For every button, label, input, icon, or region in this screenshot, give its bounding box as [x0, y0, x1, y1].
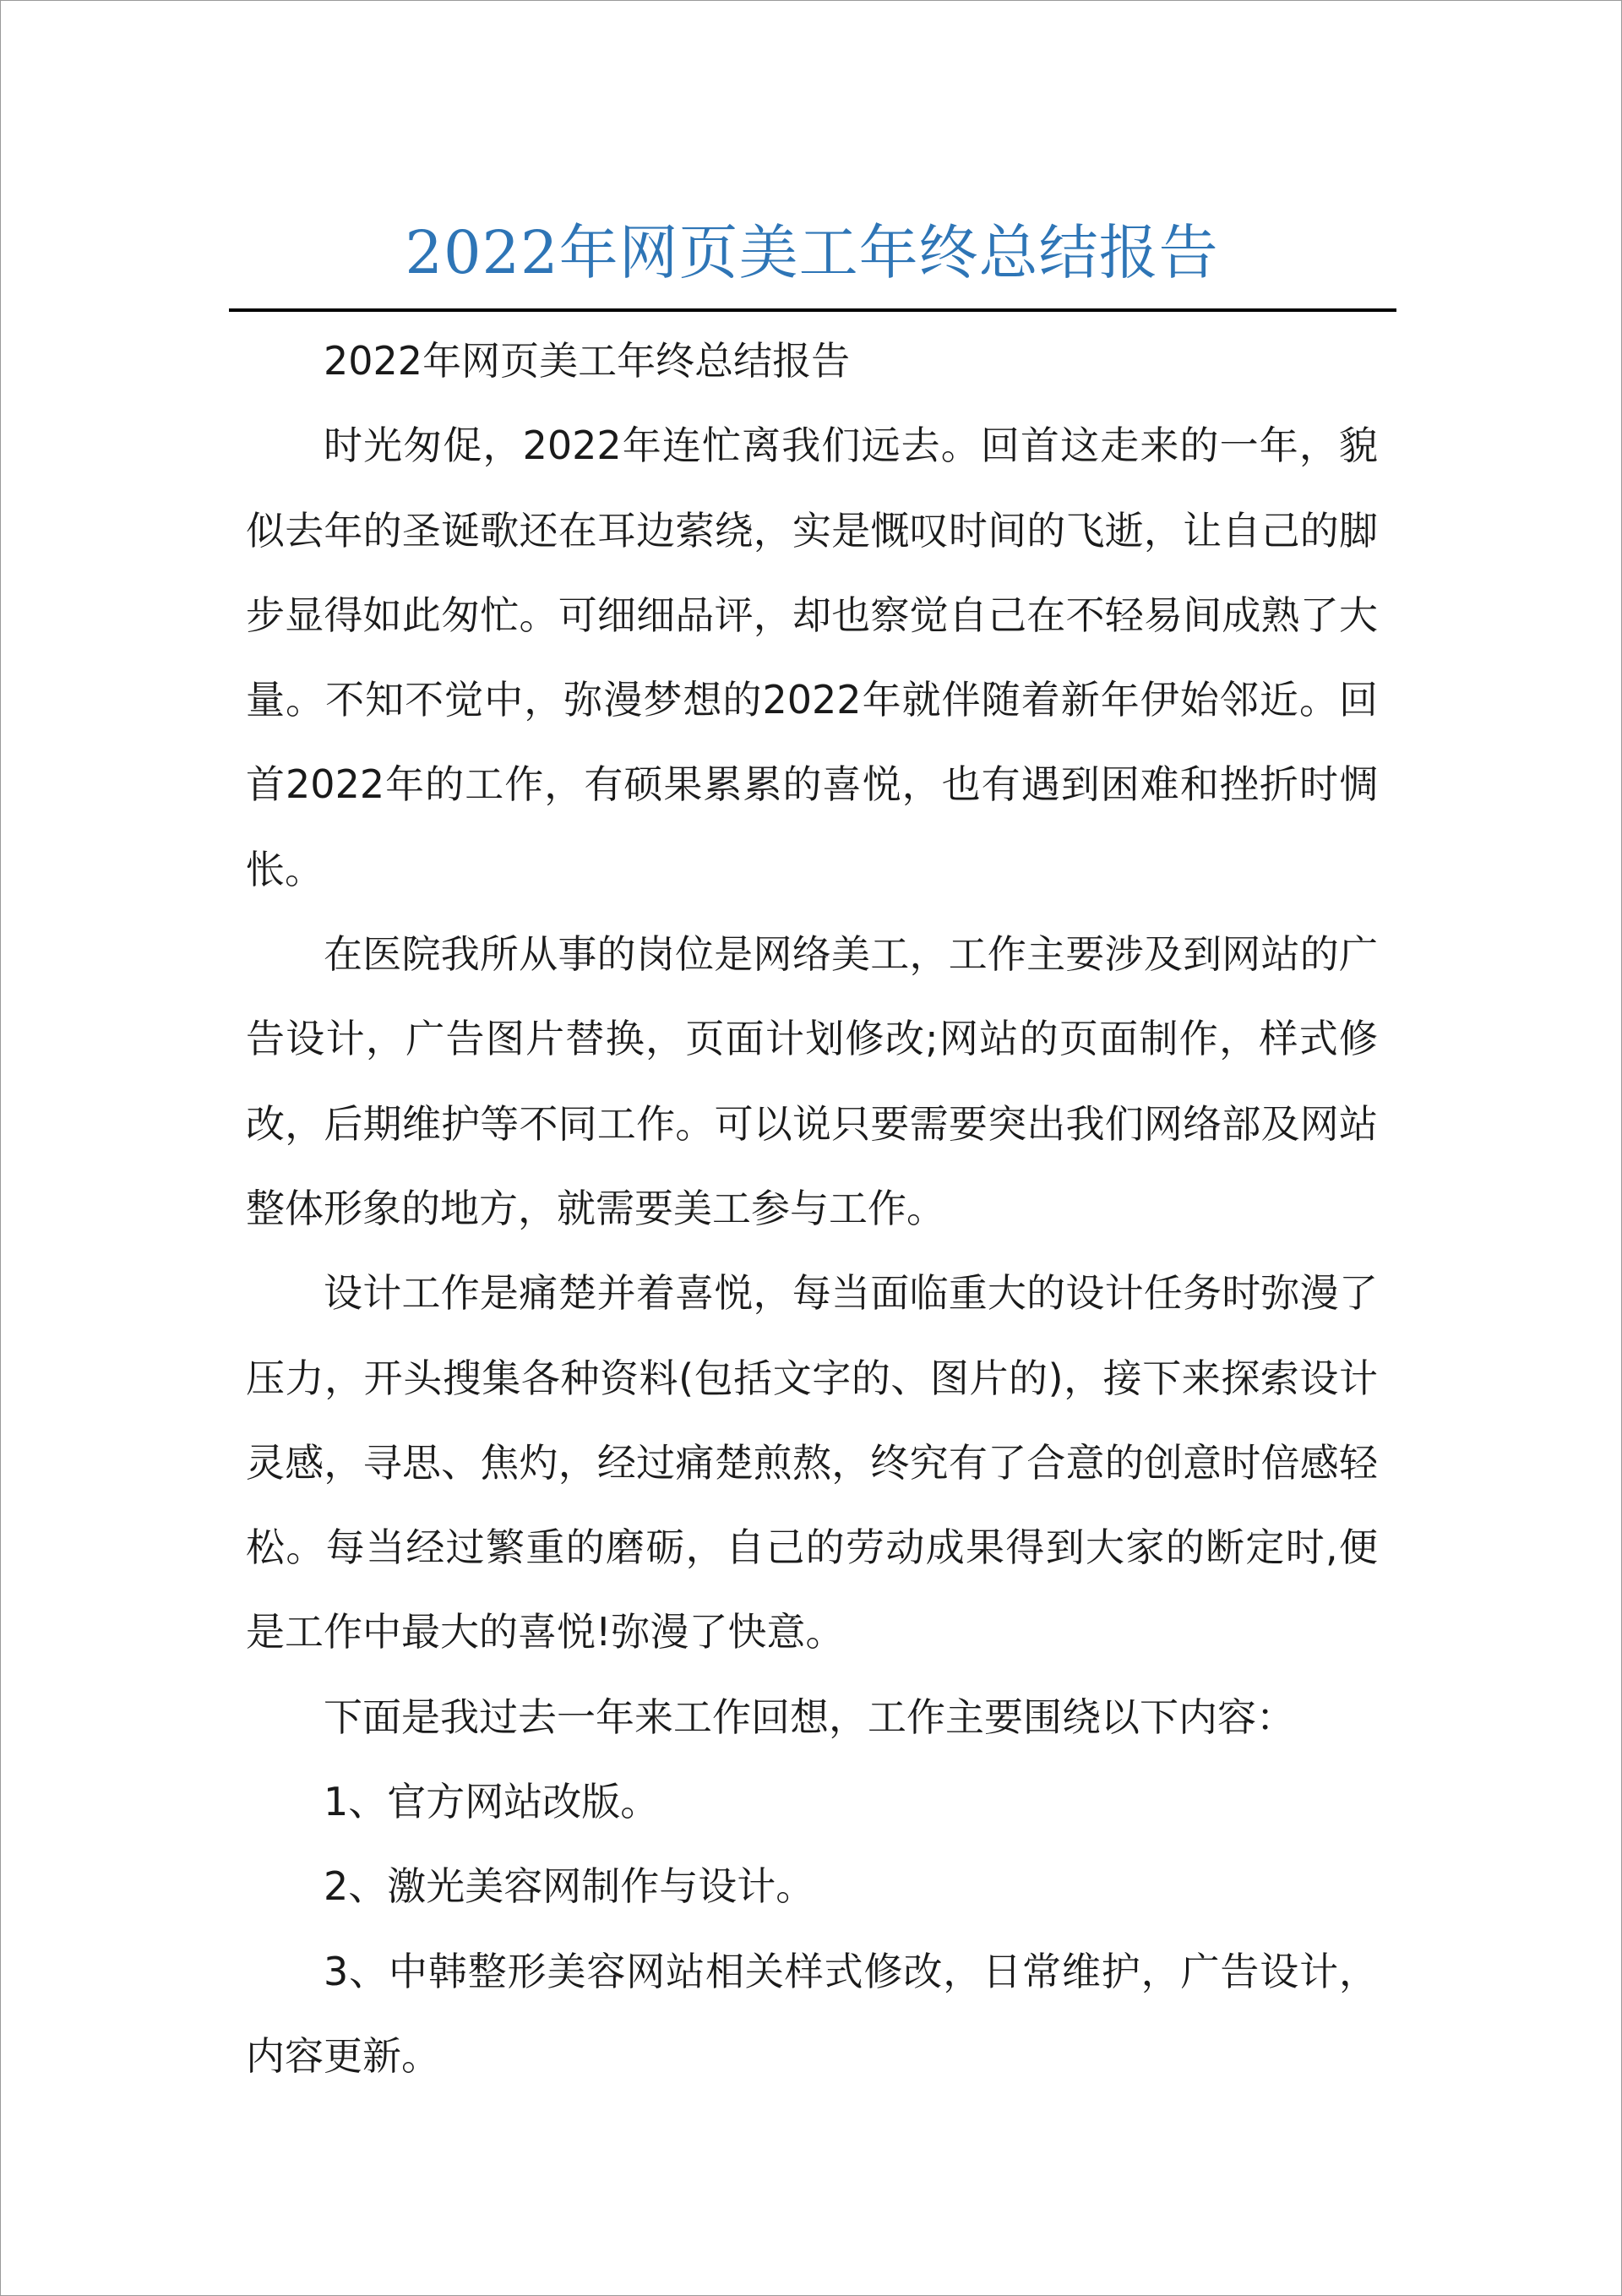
- body-paragraph-position: 在医院我所从事的岗位是网络美工，工作主要涉及到网站的广告设计，广告图片替换，页面计划修改;网站的页面制作，样式修改，后期维护等不同工作。可以说只要需要突出我们网络部及网站整体形象的地方，就需要美工参与工作。: [246, 931, 1378, 1231]
- document-body: [246, 319, 1378, 2098]
- subtitle-paragraph: 2022年网页美工年终总结报告: [324, 338, 851, 384]
- list-item-1: 1、官方网站改版。: [324, 1779, 660, 1825]
- body-paragraph-intro: 时光匆促，2022年连忙离我们远去。回首这走来的一年，貌似去年的圣诞歌还在耳边萦绕，实是慨叹时间的飞逝，让自己的脚步显得如此匆忙。可细细品评，却也察觉自己在不轻易间成熟了大量。不知不觉中，弥漫梦想的2022年就伴随着新年伊始邻近。回首2022年的工作，有硕果累累的喜悦，也有遇到困难和挫折时惆怅。: [246, 423, 1378, 892]
- list-item-2: 2、激光美容网制作与设计。: [324, 1863, 815, 1910]
- body-paragraph-design-work: 设计工作是痛楚并着喜悦，每当面临重大的设计任务时弥漫了压力，开头搜集各种资料(包括文字的、图片的)，接下来探索设计灵感，寻思、焦灼，经过痛楚煎熬，终究有了合意的创意时倍感轻松。每当经过繁重的磨砺，自己的劳动成果得到大家的断定时,便是工作中最大的喜悦!弥漫了快意。: [246, 1270, 1378, 1655]
- title-underline: [229, 308, 1396, 312]
- body-paragraph-review-lead: 下面是我过去一年来工作回想，工作主要围绕以下内容：: [324, 1693, 1295, 1740]
- document-title: 2022年网页美工年终总结报告: [405, 218, 1219, 287]
- list-item-3: 3、中韩整形美容网站相关样式修改，日常维护，广告设计，内容更新。: [246, 1948, 1378, 2079]
